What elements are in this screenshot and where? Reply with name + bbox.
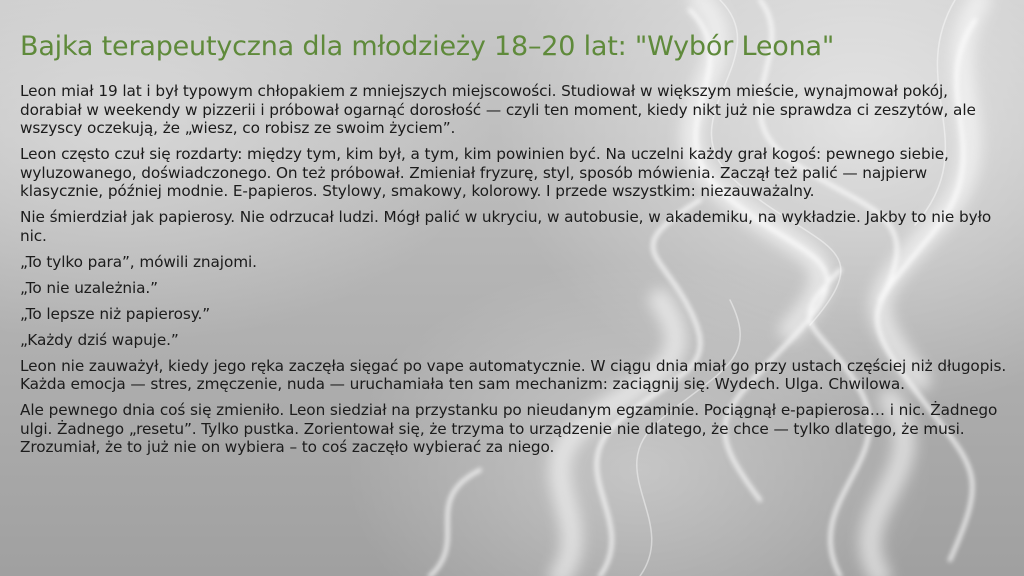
paragraph: Leon miał 19 lat i był typowym chłopakiem z mniejszych miejscowości. Studiował w większym mieście, wynajmował pokój, dorabiał w weekendy w pizzerii i próbował ogarnąć dorosłość — czyli ten moment, kiedy nikt już nie sprawdza ci zeszytów, ale wszyscy oczekują, że „wiesz, co robisz ze swoim życiem”.: [20, 82, 976, 137]
paragraph: Leon często czuł się rozdarty: między tym, kim był, a tym, kim powinien być. Na uczelni każdy grał kogoś: pewnego siebie, wyluzowanego, doświadczonego. On też próbował. Zmieniał fryzurę, styl, sposób mówienia. Zaczął też palić — najpierw klasycznie, później modnie. E-papieros. Stylowy, smakowy, kolorowy. I przede wszystkim: niezauważalny.: [20, 145, 949, 200]
quote-line: „To tylko para”, mówili znajomi.: [20, 252, 257, 271]
quote-line: „To nie uzależnia.”: [20, 278, 158, 297]
paragraph: Nie śmierdział jak papierosy. Nie odrzucał ludzi. Mógł palić w ukryciu, w autobusie, w akademiku, na wykładzie. Jakby to nie było nic.: [20, 208, 992, 245]
slide-title: Bajka terapeutyczna dla młodzieży 18–20 lat: "Wybór Leona": [20, 31, 835, 62]
quote-line: „To lepsze niż papierosy.”: [20, 304, 211, 323]
paragraph: Ale pewnego dnia coś się zmieniło. Leon siedział na przystanku po nieudanym egzaminie. Pociągnął e-papierosa… i nic. Żadnego ulgi. Żadnego „resetu”. Tylko pustka. Zorientował się, że trzyma to urządzenie nie dlatego, że chce — tylko dlatego, że musi. Zrozumiał, że to już nie on wybiera – to coś zaczęło wybierać za niego.: [20, 401, 998, 456]
slide-body: [20, 82, 1014, 464]
quote-line: „Każdy dziś wapuje.”: [20, 330, 179, 349]
paragraph: Leon nie zauważył, kiedy jego ręka zaczęła sięgać po vape automatycznie. W ciągu dnia miał go przy ustach częściej niż długopis. Każda emocja — stres, zmęczenie, nuda — uruchamiała ten sam mechanizm: zaciągnij się. Wydech. Ulga. Chwilowa.: [20, 356, 1007, 393]
